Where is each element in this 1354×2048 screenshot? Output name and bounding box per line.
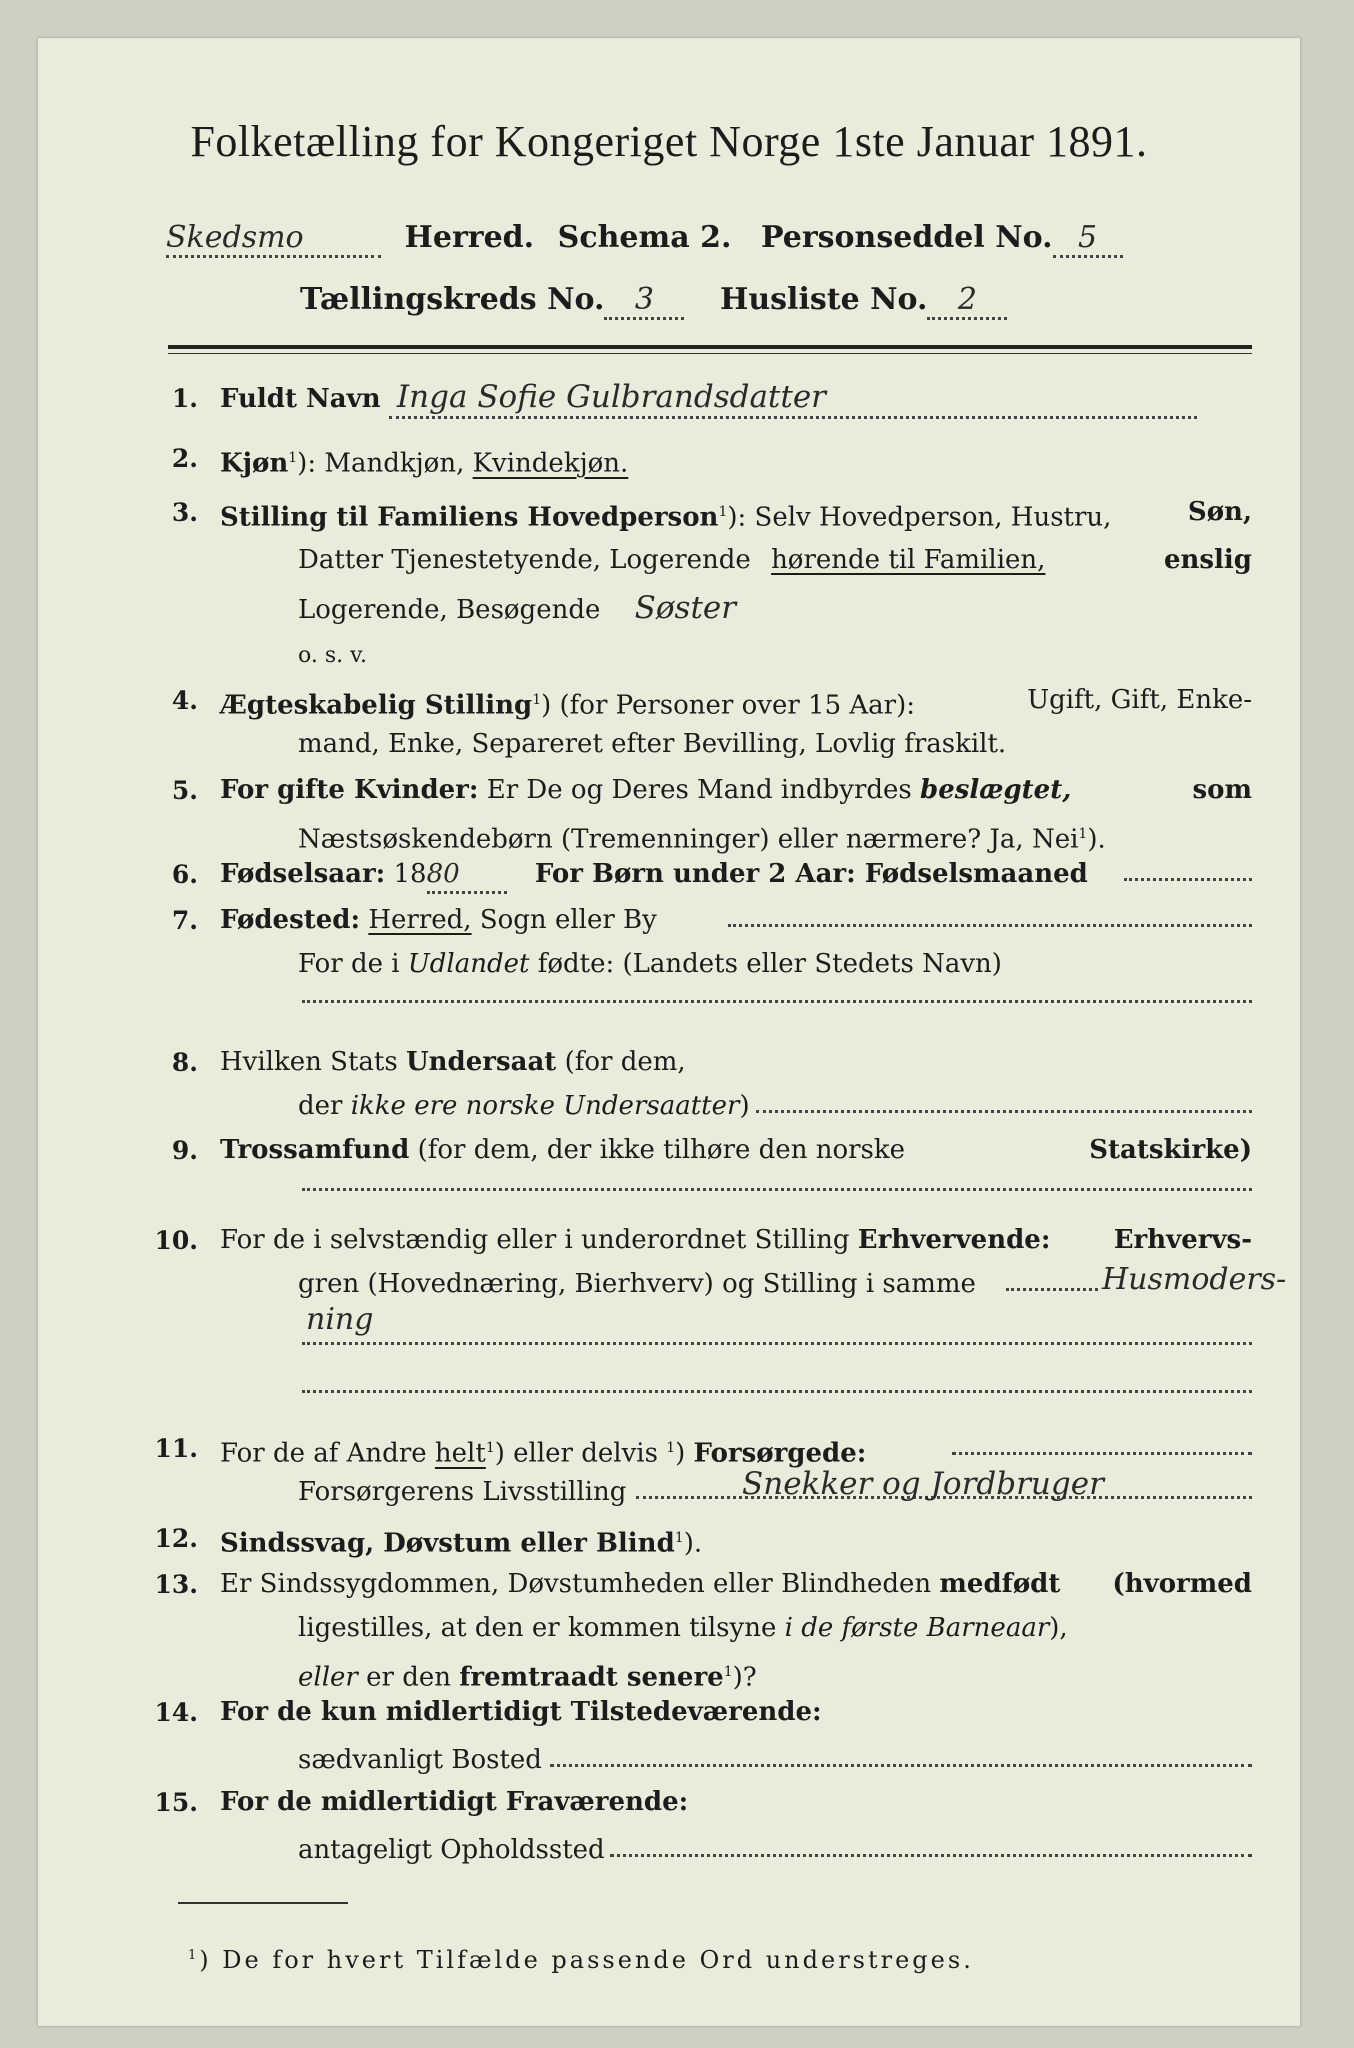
q12-end: ).: [683, 1528, 703, 1559]
q4-label: Ægteskabelig Stilling: [220, 690, 533, 721]
q10-line2-dots: [1006, 1288, 1098, 1291]
q5-line1-i: beslægtet,: [920, 775, 1072, 805]
q10-line1: [220, 1220, 1252, 1260]
q4-line1: [220, 680, 1252, 726]
q13-sup: 1: [723, 1664, 733, 1680]
q10-value-a: Husmoders-: [1102, 1262, 1287, 1297]
q6-value: 80: [427, 857, 507, 894]
kreds-line: [300, 280, 1007, 320]
q14-line2: [298, 1740, 542, 1780]
herred-label: Herred.: [404, 220, 535, 255]
q7-line2-a: For de i: [298, 949, 400, 979]
q8-line1-b: Undersaat: [405, 1047, 557, 1077]
q6-month-line: [1124, 878, 1252, 881]
q11-line2: [298, 1472, 626, 1512]
q7-number: 7.: [171, 906, 198, 935]
personseddel-label: Personseddel No.: [760, 220, 1053, 255]
q11-line1-c: ) eller delvis: [494, 1438, 658, 1469]
q11-line1-dots: [952, 1452, 1252, 1455]
q14-line2-dots: [550, 1764, 1252, 1767]
q12-row: [220, 1518, 702, 1564]
q1-number: 1.: [171, 384, 198, 413]
husliste-value: 2: [927, 283, 1007, 320]
q3-line3: [298, 588, 736, 630]
q5-line1: [220, 770, 1252, 810]
q13-line1-b: medfødt: [939, 1569, 1061, 1599]
q11-line1-a: For de af Andre: [220, 1438, 427, 1469]
personseddel-value: 5: [1053, 221, 1123, 258]
q13-line3-b: fremtraadt senere: [459, 1662, 724, 1693]
q11-value: Snekker og Jordbruger: [742, 1466, 1104, 1502]
q8-line1-c: (for dem,: [564, 1047, 686, 1077]
q11-line1-d: ): [675, 1438, 686, 1469]
q7-opt-a: Herred,: [368, 905, 472, 935]
q2-row: [220, 438, 628, 484]
q9-line1: [220, 1130, 1252, 1170]
q12-number: 12.: [154, 1524, 198, 1553]
q10-blank-line-1: [302, 1342, 1252, 1345]
q1-label: Fuldt Navn: [220, 384, 381, 414]
q5-label: For gifte Kvinder:: [220, 775, 479, 805]
footnote-text: ) De for hvert Tilfælde passende Ord understreges.: [199, 1946, 974, 1974]
q15-number: 15.: [154, 1788, 198, 1817]
q2-sup: 1: [288, 450, 298, 466]
q8-line1-a: Hvilken Stats: [220, 1047, 398, 1077]
q7-opt-b: Sogn eller By: [479, 905, 657, 935]
q14-line1: [220, 1692, 822, 1732]
q10-blank-line-2: [302, 1390, 1252, 1393]
q6-row: [220, 854, 1088, 894]
q8-line2-a: der: [298, 1091, 343, 1121]
q7-line2-b: fødte: (Landets eller Stedets Navn): [537, 949, 1002, 979]
q10-line2: [298, 1264, 976, 1304]
kreds-label: Tællingskreds No.: [300, 282, 605, 317]
q11-sup-a: 1: [485, 1440, 495, 1456]
q11-line1-e: Forsørgede:: [693, 1438, 867, 1469]
footnote-rule: [178, 1902, 348, 1904]
kreds-value: 3: [604, 283, 684, 320]
q13-line1-a: Er Sindssygdommen, Døvstumheden eller Blindheden: [220, 1569, 932, 1599]
q3-line2-c: enslig: [1163, 545, 1252, 575]
header-rule-thin: [168, 353, 1252, 354]
q7-line2: [298, 944, 1002, 984]
q7-line1: [220, 900, 657, 940]
q8-line2: [298, 1086, 750, 1126]
herred-line: [166, 218, 1123, 258]
q5-line1-end: som: [1192, 775, 1252, 805]
q9-rest: (for dem, der ikke tilhøre den norske: [417, 1135, 906, 1165]
q1-value: Inga Sofie Gulbrandsdatter: [389, 378, 1197, 419]
q11-number: 11.: [154, 1434, 198, 1463]
q13-line3-a: er den: [366, 1662, 451, 1693]
q3-label: Stilling til Familiens Hovedperson: [220, 502, 719, 533]
q3-line2: [298, 540, 1252, 580]
q15-line2-text: antageligt Opholdssted: [298, 1835, 605, 1865]
q3-line1-end: Søn,: [1187, 497, 1252, 527]
q13-line3: [298, 1652, 757, 1698]
q6-number: 6.: [171, 860, 198, 889]
q7-line1-dots: [728, 924, 1252, 927]
q4-number: 4.: [171, 686, 198, 715]
q1-row: [220, 378, 1197, 419]
q11-sup-b: 1: [666, 1440, 676, 1456]
q7-label: Fødested:: [220, 905, 361, 935]
q10-line2-text: gren (Hovednæring, Bierhverv) og Stilling i samme: [298, 1269, 976, 1299]
q13-number: 13.: [154, 1570, 198, 1599]
q14-number: 14.: [154, 1698, 198, 1727]
q13-line2: [298, 1608, 1068, 1648]
q14-label: For de kun midlertidigt Tilstedeværende:: [220, 1697, 822, 1727]
q3-line2-b: hørende til Familien,: [771, 545, 1046, 575]
q10-line1-a: For de i selvstændig eller i underordnet Stilling: [220, 1225, 850, 1255]
footnote-sup: 1: [188, 1948, 200, 1963]
form-title: Folketælling for Kongeriget Norge 1ste Januar 1891.: [190, 117, 1148, 166]
q13-line3-c: )?: [732, 1662, 757, 1693]
q7-blank-line: [302, 1000, 1252, 1003]
q13-line1: [220, 1564, 1252, 1604]
q5-line2-text: Næstsøskendebørn (Tremenninger) eller nærmere? Ja, Nei: [298, 824, 1079, 855]
q8-line2-b: ): [739, 1091, 750, 1121]
q3-line4: o. s. v.: [298, 643, 367, 668]
q5-number: 5.: [171, 776, 198, 805]
q8-line2-dots: [756, 1110, 1252, 1113]
husliste-label: Husliste No.: [720, 282, 928, 317]
q14-line2-text: sædvanligt Bosted: [298, 1745, 542, 1775]
q15-line2-dots: [610, 1854, 1252, 1857]
q10-value-b: ning: [306, 1302, 374, 1337]
q15-line2: [298, 1830, 605, 1870]
q13-line3-i: eller: [298, 1662, 358, 1693]
q5-sup: 1: [1078, 826, 1088, 842]
q3-line1-rest: ): Selv Hovedperson, Hustru,: [727, 502, 1112, 533]
herred-value: Skedsmo: [166, 221, 381, 258]
schema-label: Schema 2.: [557, 220, 732, 255]
q6-rest: For Børn under 2 Aar: Fødselsmaaned: [534, 859, 1088, 889]
q15-label: For de midlertidigt Fraværende:: [220, 1787, 689, 1817]
q15-line1: [220, 1782, 688, 1822]
q5-line1-rest: Er De og Deres Mand indbyrdes: [486, 775, 912, 805]
q10-number: 10.: [154, 1226, 198, 1255]
q9-end: Statskirke): [1089, 1135, 1252, 1165]
header-rule: [168, 345, 1252, 349]
footnote: [188, 1936, 974, 1980]
q5-line2-end: ).: [1087, 824, 1106, 855]
q8-line1: [220, 1042, 686, 1082]
q7-line2-i: Udlandet: [407, 949, 530, 979]
q4-sup: 1: [532, 692, 542, 708]
q8-number: 8.: [171, 1048, 198, 1077]
q3-value: Søster: [634, 590, 737, 626]
q3-line3-text: Logerende, Besøgende: [298, 595, 601, 625]
q6-label: Fødselsaar:: [220, 859, 386, 889]
q2-label: Kjøn: [220, 448, 289, 479]
q9-label: Trossamfund: [220, 1135, 410, 1165]
q9-number: 9.: [171, 1136, 198, 1165]
q12-sup: 1: [674, 1530, 684, 1546]
q4-line1-rest: ) (for Personer over 15 Aar):: [541, 690, 915, 721]
q10-line1-c: Erhvervs-: [1113, 1225, 1252, 1255]
q13-line1-c: (hvormed: [1112, 1569, 1252, 1599]
q3-line2-a: Datter Tjenestetyende, Logerende: [298, 545, 751, 575]
q3-line1: [220, 492, 1252, 538]
q2-number: 2.: [171, 444, 198, 473]
q3-sup: 1: [718, 504, 728, 520]
q2-text-b: Kvindekjøn.: [472, 448, 629, 479]
q6-prefix: 18: [393, 859, 427, 889]
q5-line2: [298, 814, 1106, 860]
q11-line2-text: Forsørgerens Livsstilling: [298, 1477, 627, 1507]
q12-label: Sindssvag, Døvstum eller Blind: [220, 1528, 675, 1559]
q10-line1-b: Erhvervende:: [857, 1225, 1051, 1255]
q9-blank-line: [302, 1188, 1252, 1191]
q13-line2-i: i de første Barneaar: [784, 1613, 1050, 1643]
q8-line2-i: ikke ere norske Undersaatter: [350, 1091, 740, 1121]
q2-text-a: ): Mandkjøn,: [297, 448, 465, 479]
q4-line1-opts: Ugift, Gift, Enke-: [1027, 685, 1252, 715]
q13-line2-b: ),: [1049, 1613, 1068, 1643]
q3-number: 3.: [171, 498, 198, 527]
census-form: [38, 38, 1300, 2026]
q11-line1-b: helt: [434, 1438, 486, 1469]
q4-line2: mand, Enke, Separeret efter Bevilling, Lovlig fraskilt.: [298, 729, 1007, 759]
q13-line2-a: ligestilles, at den er kommen tilsyne: [298, 1613, 777, 1643]
